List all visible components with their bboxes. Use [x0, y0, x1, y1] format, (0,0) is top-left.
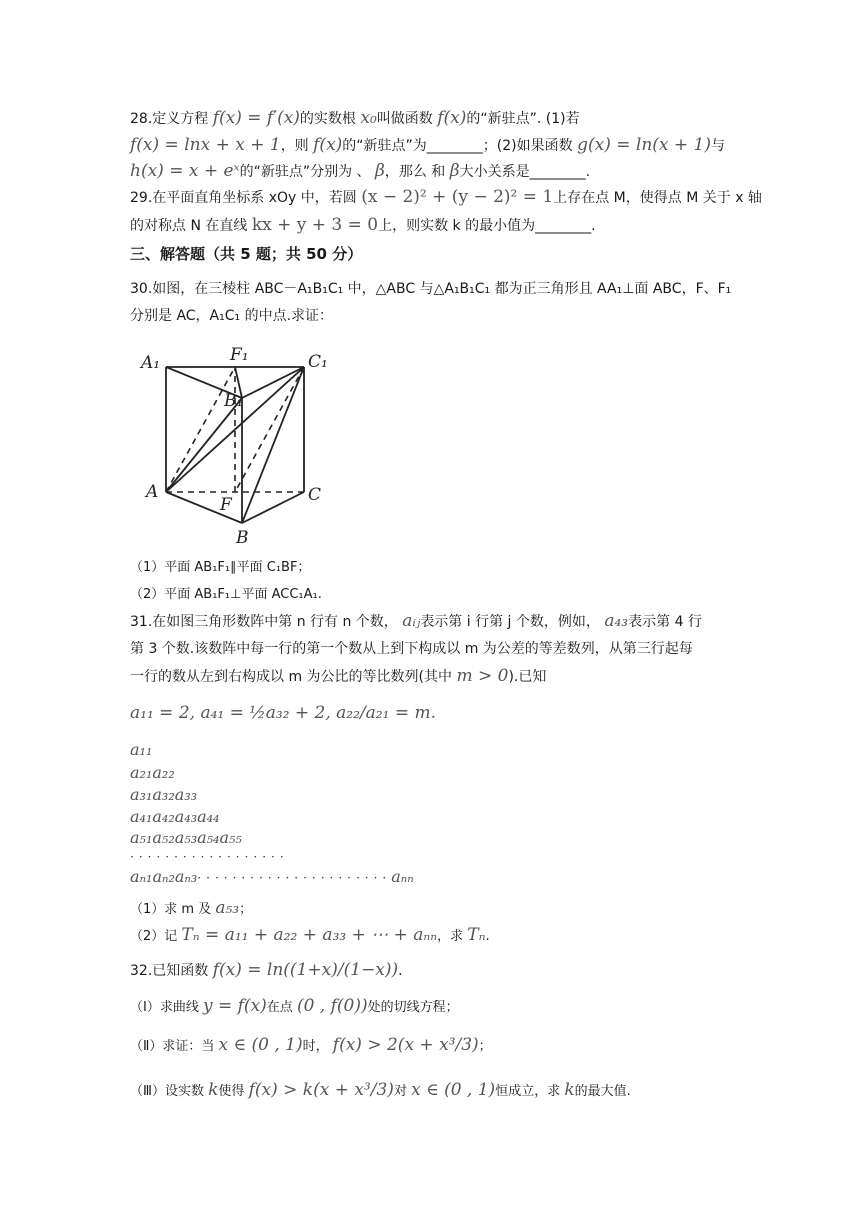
formula: aᵢⱼ: [402, 611, 421, 631]
text: 的最大值.: [574, 1084, 631, 1099]
text: （Ⅱ）求证：当: [130, 1039, 215, 1054]
formula: a₅₃: [215, 898, 240, 918]
q32-part-2: [130, 1035, 492, 1057]
text: ；: [239, 902, 253, 917]
text: ，那么 和: [384, 164, 446, 180]
label-C: C: [308, 485, 322, 505]
q31-row-3: a₃₁a₃₂a₃₃: [130, 785, 198, 804]
formula: f(x): [313, 135, 343, 155]
text: 29.在平面直角坐标系 xOy 中，若圆: [130, 190, 357, 206]
formula: k: [564, 1080, 575, 1100]
section-heading: 三、解答题（共 5 题；共 50 分）: [130, 245, 363, 263]
label-F: F: [220, 495, 232, 515]
text: 恒成立，求: [495, 1084, 561, 1099]
formula: k: [208, 1080, 219, 1100]
edge-b1-c1: [242, 367, 304, 398]
dots: ······················: [197, 871, 392, 885]
formula: f(x) = ln((1+x)/(1−x)): [212, 960, 399, 980]
label-A: A: [146, 482, 159, 502]
q31-part-2: [130, 925, 490, 947]
q32-part-1: [130, 996, 459, 1018]
formula: f(x) = f′(x): [212, 108, 300, 128]
text: （Ⅰ）求曲线: [130, 1000, 199, 1015]
q29-line-2: [130, 215, 596, 236]
formula: β: [375, 161, 385, 181]
text: 28.定义方程: [130, 111, 209, 127]
formula: Tₙ: [467, 925, 486, 945]
text: 的对称点 N 在直线: [130, 218, 248, 234]
label-C1: C₁: [308, 352, 328, 372]
q31-part-1: [130, 898, 252, 920]
q28-line-2: [130, 135, 725, 156]
label-A1: A₁: [141, 353, 161, 373]
text: ；: [478, 1039, 492, 1054]
text: .: [398, 963, 403, 979]
q31-line-2: 第 3 个数.该数阵中每一行的第一个数从上到下构成以 m 为公差的等差数列，从第三行起每: [130, 641, 693, 657]
label-B: B: [236, 528, 249, 548]
formula: x₀: [360, 108, 377, 128]
text: .: [485, 929, 490, 944]
edge-b-c: [242, 492, 304, 523]
formula: (x − 2)² + (y − 2)² = 1: [361, 187, 554, 207]
text: 与: [711, 138, 725, 154]
text: 对: [393, 1084, 407, 1099]
text: ).已知: [508, 669, 547, 685]
formula: h(x) = x + eˣ: [130, 161, 240, 181]
text: 叫做函数: [376, 111, 433, 127]
formula: Tₙ = a₁₁ + a₂₂ + a₃₃ + ⋯ + aₙₙ: [181, 925, 438, 945]
text: 大小关系是________.: [459, 164, 591, 180]
text: 的“新驻点”为________；(2)如果函数: [342, 138, 573, 154]
text: 使得: [218, 1084, 245, 1099]
text: 上，则实数 k 的最小值为________.: [378, 218, 596, 234]
q31-row-2: a₂₁a₂₂: [130, 763, 175, 782]
text: 的“新驻点”. (1)若: [466, 111, 580, 127]
text: 在点: [266, 1000, 293, 1015]
formula: kx + y + 3 = 0: [251, 215, 379, 235]
text: 表示第 4 行: [628, 614, 702, 630]
text: 上存在点 M，使得点 M 关于 x 轴: [553, 190, 762, 206]
text: 处的切线方程；: [367, 1000, 459, 1015]
label-F1: F₁: [230, 345, 249, 365]
q31-row-5: a₅₁a₅₂a₅₃a₅₄a₅₅: [130, 828, 242, 847]
edge-c1-f-hidden: [235, 367, 304, 492]
formula: x ∈ (0 , 1): [411, 1080, 496, 1100]
edge-a-b1: [166, 398, 242, 492]
formula: f(x) = lnx + x + 1: [130, 135, 281, 155]
text: 32.已知函数: [130, 963, 209, 979]
formula: β: [449, 161, 460, 181]
formula: f(x) > 2(x + x³/3): [332, 1035, 479, 1055]
prism-figure: [138, 340, 338, 550]
q31-last-row: [130, 867, 414, 888]
q28-line-1: [130, 108, 580, 129]
formula: f(x) > k(x + x³/3): [248, 1080, 394, 1100]
formula: aₙₙ: [391, 867, 414, 886]
formula: g(x) = ln(x + 1): [577, 135, 711, 155]
formula: a₄₃: [604, 611, 629, 631]
q31-row-4: a₄₁a₄₂a₄₃a₄₄: [130, 807, 220, 826]
formula: aₙ₁aₙ₂aₙ₃: [130, 867, 198, 886]
edge-c1-b: [242, 367, 304, 523]
q31-line-3: [130, 666, 546, 687]
formula: x ∈ (0 , 1): [218, 1035, 303, 1055]
edge-a-c1: [166, 367, 304, 492]
q31-row-1: a₁₁: [130, 740, 153, 759]
text: （Ⅲ）设实数: [130, 1084, 204, 1099]
text: 表示第 i 行第 j 个数，例如，: [420, 614, 600, 630]
q31-given: a₁₁ = 2, a₄₁ = ½a₃₂ + 2, a₂₂/a₂₁ = m.: [130, 703, 437, 723]
text: （2）记: [130, 929, 178, 944]
q31-dots-row: ··················: [130, 850, 289, 864]
formula: y = f(x): [202, 996, 267, 1016]
q28-line-3: [130, 161, 590, 182]
q32-line-1: [130, 960, 403, 981]
text: 的实数根: [299, 111, 356, 127]
formula: f(x): [437, 108, 467, 128]
q31-line-1: [130, 611, 702, 632]
q30-part-1: （1）平面 AB₁F₁∥平面 C₁BF；: [130, 560, 311, 575]
text: 31.在如图三角形数阵中第 n 行有 n 个数，: [130, 614, 398, 630]
formula: (0 , f(0)): [296, 996, 368, 1016]
label-B1: B₁: [224, 391, 244, 411]
text: ，则: [280, 138, 309, 154]
text: （1）求 m 及: [130, 902, 212, 917]
text: 时，: [302, 1039, 329, 1054]
text: ，求: [437, 929, 464, 944]
edge-a-f1-hidden: [166, 367, 235, 492]
q30-part-2: （2）平面 AB₁F₁⊥平面 ACC₁A₁.: [130, 587, 322, 602]
q30-line-2: 分别是 AC，A₁C₁ 的中点.求证：: [130, 308, 334, 324]
text: 一行的数从左到右构成以 m 为公比的等比数列(其中: [130, 669, 452, 685]
text: 的“新驻点”分别为 、: [239, 164, 371, 180]
formula: m > 0: [456, 666, 509, 686]
q29-line-1: [130, 187, 762, 208]
q30-line-1: 30.如图，在三棱柱 ABC－A₁B₁C₁ 中，△ABC 与△A₁B₁C₁ 都为正三角形且 AA₁⊥面 ABC，F、F₁: [130, 281, 732, 297]
q32-part-3: [130, 1080, 631, 1102]
